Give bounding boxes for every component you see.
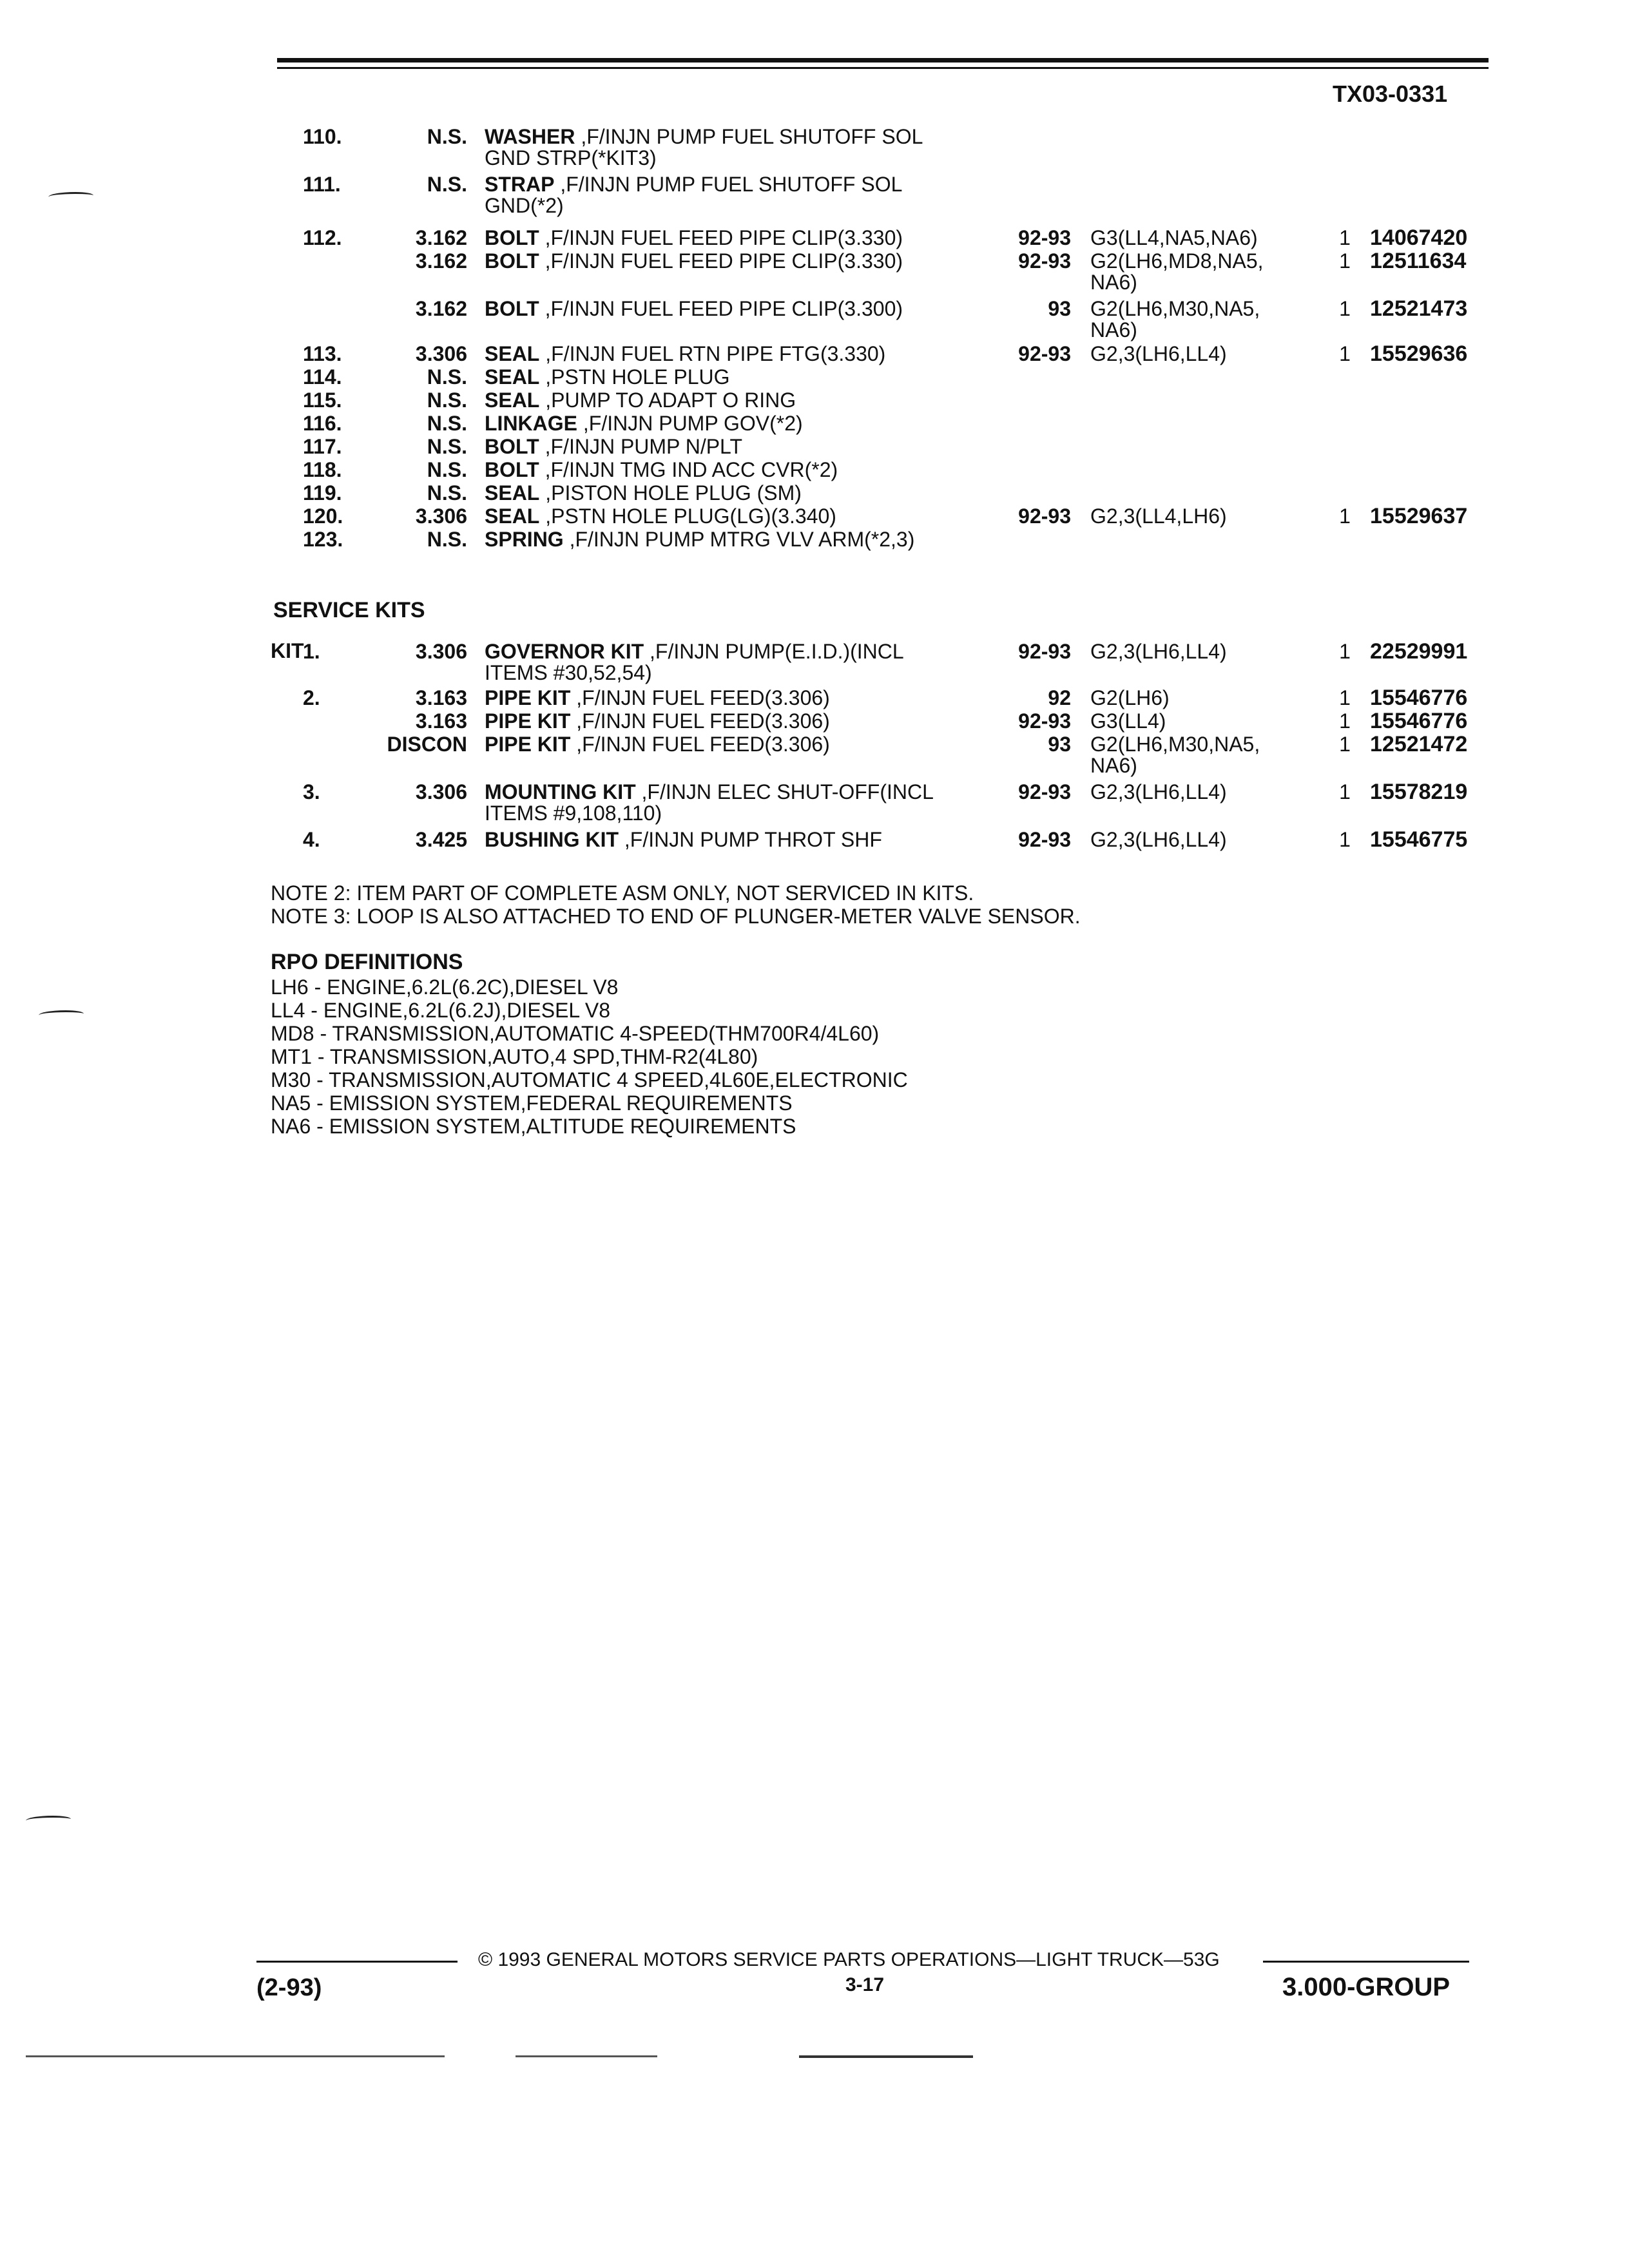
item-number: 3. xyxy=(303,780,320,803)
part-detail: ,F/INJN PUMP N/PLT xyxy=(539,435,743,458)
model-years: 92-93 xyxy=(1018,780,1071,803)
part-detail: ,F/INJN FUEL FEED(3.306) xyxy=(570,686,830,709)
part-number: 12521473 xyxy=(1370,296,1468,321)
footer-rule-left xyxy=(256,1961,458,1963)
margin-mark xyxy=(48,192,93,200)
part-name: BOLT xyxy=(485,226,539,249)
quantity: 1 xyxy=(1339,342,1351,365)
part-name: BOLT xyxy=(485,458,539,481)
part-number: 15529637 xyxy=(1370,504,1468,528)
section-code: N.S. xyxy=(427,412,467,435)
part-name: PIPE KIT xyxy=(485,709,571,733)
description-continuation: GND STRP(*KIT3) xyxy=(485,146,657,169)
part-description xyxy=(485,172,902,197)
part-detail: ,PSTN HOLE PLUG(LG)(3.340) xyxy=(539,505,836,528)
part-name: STRAP xyxy=(485,173,555,196)
rpo-line: LH6 - ENGINE,6.2L(6.2C),DIESEL V8 xyxy=(271,975,619,999)
item-number: 123. xyxy=(303,528,343,551)
description-continuation: GND(*2) xyxy=(485,194,564,217)
part-description xyxy=(485,341,885,366)
rpo-line: NA5 - EMISSION SYSTEM,FEDERAL REQUIREMENTS xyxy=(271,1091,793,1115)
section-code: 3.306 xyxy=(415,780,467,803)
part-description xyxy=(485,709,830,733)
usage-code: G2(LH6,MD8,NA5, xyxy=(1090,249,1264,273)
part-detail: ,F/INJN PUMP(E.I.D.)(INCL xyxy=(644,640,904,663)
section-code: N.S. xyxy=(427,389,467,412)
part-detail: ,PSTN HOLE PLUG xyxy=(539,365,730,389)
quantity: 1 xyxy=(1339,686,1351,709)
part-number: 15546776 xyxy=(1370,709,1468,733)
part-name: BOLT xyxy=(485,249,539,273)
rpo-line: MD8 - TRANSMISSION,AUTOMATIC 4-SPEED(THM700R4/4L60) xyxy=(271,1022,880,1045)
part-number: 15546776 xyxy=(1370,686,1468,710)
bottom-scan-line xyxy=(26,2055,445,2057)
usage-code: G3(LL4) xyxy=(1090,709,1166,733)
page-number: 3-17 xyxy=(845,1974,885,1995)
part-description xyxy=(485,686,830,710)
part-detail: ,F/INJN FUEL RTN PIPE FTG(3.330) xyxy=(539,342,886,365)
top-rule xyxy=(277,58,1489,62)
quantity: 1 xyxy=(1339,297,1351,320)
part-description xyxy=(485,639,904,664)
model-years: 92-93 xyxy=(1018,342,1071,365)
part-description xyxy=(485,481,802,505)
model-years: 92-93 xyxy=(1018,505,1071,528)
quantity: 1 xyxy=(1339,505,1351,528)
section-code: 3.163 xyxy=(415,709,467,733)
part-number: 12511634 xyxy=(1370,249,1467,273)
model-years: 92 xyxy=(1048,686,1071,709)
usage-continuation: NA6) xyxy=(1090,318,1137,341)
section-code: 3.162 xyxy=(415,249,467,273)
item-number: 113. xyxy=(303,342,342,365)
item-number: 114. xyxy=(303,365,342,389)
quantity: 1 xyxy=(1339,226,1351,249)
part-name: SEAL xyxy=(485,481,540,505)
part-name: BUSHING KIT xyxy=(485,828,619,851)
section-code: DISCON xyxy=(387,733,467,756)
margin-mark xyxy=(26,1816,71,1824)
margin-mark xyxy=(39,1010,84,1019)
usage-continuation: NA6) xyxy=(1090,754,1137,777)
group-label: 3.000-GROUP xyxy=(1282,1973,1451,2001)
top-rule-thin xyxy=(277,67,1489,69)
item-number: 111. xyxy=(303,173,341,196)
part-description xyxy=(485,434,742,459)
item-number: 112. xyxy=(303,226,342,249)
section-code: 3.162 xyxy=(415,226,467,249)
usage-code: G2(LH6,M30,NA5, xyxy=(1090,297,1260,320)
part-detail: ,PUMP TO ADAPT O RING xyxy=(539,389,796,412)
section-code: 3.306 xyxy=(415,342,467,365)
part-detail: ,F/INJN FUEL FEED PIPE CLIP(3.330) xyxy=(539,226,903,249)
item-number: 119. xyxy=(303,481,342,505)
part-description xyxy=(485,296,903,321)
usage-code: G2,3(LH6,LL4) xyxy=(1090,828,1227,851)
model-years: 93 xyxy=(1048,297,1071,320)
rpo-line: MT1 - TRANSMISSION,AUTO,4 SPD,THM-R2(4L80) xyxy=(271,1045,758,1068)
part-name: SPRING xyxy=(485,528,564,551)
part-description xyxy=(485,732,830,756)
quantity: 1 xyxy=(1339,828,1351,851)
item-number: 118. xyxy=(303,458,342,481)
part-detail: ,F/INJN PUMP FUEL SHUTOFF SOL xyxy=(554,173,903,196)
part-description xyxy=(485,388,796,412)
part-number: 15578219 xyxy=(1370,780,1468,804)
reference-code: TX03-0331 xyxy=(1333,81,1448,107)
part-name: MOUNTING KIT xyxy=(485,780,636,803)
part-name: GOVERNOR KIT xyxy=(485,640,644,663)
part-detail: ,F/INJN ELEC SHUT-OFF(INCL xyxy=(635,780,934,803)
section-code: N.S. xyxy=(427,435,467,458)
usage-code: G2(LH6) xyxy=(1090,686,1170,709)
model-years: 92-93 xyxy=(1018,709,1071,733)
copyright-line: © 1993 GENERAL MOTORS SERVICE PARTS OPERATIONS—LIGHT TRUCK—53G xyxy=(478,1949,1220,1970)
service-kits-heading: SERVICE KITS xyxy=(273,598,425,622)
quantity: 1 xyxy=(1339,640,1351,663)
part-detail: ,F/INJN PUMP GOV(*2) xyxy=(577,412,803,435)
model-years: 92-93 xyxy=(1018,226,1071,249)
quantity: 1 xyxy=(1339,733,1351,756)
part-number: 14067420 xyxy=(1370,226,1468,250)
part-detail: ,F/INJN FUEL FEED(3.306) xyxy=(570,709,830,733)
part-name: LINKAGE xyxy=(485,412,577,435)
part-number: 15529636 xyxy=(1370,341,1468,366)
bottom-scan-line xyxy=(516,2055,657,2057)
part-name: SEAL xyxy=(485,342,540,365)
part-number: 15546775 xyxy=(1370,827,1468,852)
part-detail: ,F/INJN TMG IND ACC CVR(*2) xyxy=(539,458,838,481)
part-detail: ,F/INJN FUEL FEED PIPE CLIP(3.300) xyxy=(539,297,903,320)
usage-code: G2,3(LL4,LH6) xyxy=(1090,505,1227,528)
part-name: SEAL xyxy=(485,365,540,389)
usage-code: G2(LH6,M30,NA5, xyxy=(1090,733,1260,756)
usage-code: G2,3(LH6,LL4) xyxy=(1090,640,1227,663)
part-detail: ,F/INJN PUMP THROT SHF xyxy=(619,828,882,851)
section-code: 3.163 xyxy=(415,686,467,709)
part-description xyxy=(485,249,903,273)
part-name: PIPE KIT xyxy=(485,686,571,709)
item-number: 117. xyxy=(303,435,342,458)
description-continuation: ITEMS #9,108,110) xyxy=(485,802,662,825)
kit-label: KIT xyxy=(271,639,304,662)
footer-rule-right xyxy=(1263,1961,1469,1963)
section-code: N.S. xyxy=(427,173,467,196)
model-years: 93 xyxy=(1048,733,1071,756)
rpo-line: M30 - TRANSMISSION,AUTOMATIC 4 SPEED,4L60E,ELECTRONIC xyxy=(271,1068,908,1091)
item-number: 4. xyxy=(303,828,320,851)
part-name: PIPE KIT xyxy=(485,733,571,756)
part-description xyxy=(485,504,836,528)
part-detail: ,F/INJN PUMP MTRG VLV ARM(*2,3) xyxy=(563,528,915,551)
part-description xyxy=(485,411,803,436)
usage-continuation: NA6) xyxy=(1090,271,1137,294)
item-number: 1. xyxy=(303,640,320,663)
usage-code: G2,3(LH6,LL4) xyxy=(1090,342,1227,365)
part-description xyxy=(485,457,838,482)
section-code: 3.162 xyxy=(415,297,467,320)
part-name: BOLT xyxy=(485,435,539,458)
part-description xyxy=(485,365,730,389)
model-years: 92-93 xyxy=(1018,828,1071,851)
model-years: 92-93 xyxy=(1018,640,1071,663)
quantity: 1 xyxy=(1339,249,1351,273)
part-detail: ,F/INJN FUEL FEED(3.306) xyxy=(570,733,830,756)
quantity: 1 xyxy=(1339,709,1351,733)
part-name: BOLT xyxy=(485,297,539,320)
part-description xyxy=(485,226,903,250)
note-3: NOTE 3: LOOP IS ALSO ATTACHED TO END OF PLUNGER-METER VALVE SENSOR. xyxy=(271,905,1081,928)
usage-code: G2,3(LH6,LL4) xyxy=(1090,780,1227,803)
section-code: 3.306 xyxy=(415,505,467,528)
bottom-scan-line xyxy=(799,2055,973,2058)
rpo-line: LL4 - ENGINE,6.2L(6.2J),DIESEL V8 xyxy=(271,999,611,1022)
description-continuation: ITEMS #30,52,54) xyxy=(485,661,652,684)
item-number: 116. xyxy=(303,412,342,435)
part-name: WASHER xyxy=(485,125,575,148)
section-code: 3.425 xyxy=(415,828,467,851)
model-years: 92-93 xyxy=(1018,249,1071,273)
part-name: SEAL xyxy=(485,505,540,528)
part-detail: ,F/INJN PUMP FUEL SHUTOFF SOL xyxy=(575,125,923,148)
part-description xyxy=(485,527,914,552)
section-code: N.S. xyxy=(427,125,467,148)
item-number: 115. xyxy=(303,389,342,412)
rpo-line: NA6 - EMISSION SYSTEM,ALTITUDE REQUIREMENTS xyxy=(271,1115,796,1138)
part-number: 22529991 xyxy=(1370,639,1468,664)
part-number: 12521472 xyxy=(1370,732,1468,756)
rpo-heading: RPO DEFINITIONS xyxy=(271,950,463,974)
section-code: N.S. xyxy=(427,458,467,481)
section-code: N.S. xyxy=(427,365,467,389)
note-2: NOTE 2: ITEM PART OF COMPLETE ASM ONLY, NOT SERVICED IN KITS. xyxy=(271,881,974,905)
item-number: 110. xyxy=(303,125,342,148)
section-code: N.S. xyxy=(427,528,467,551)
quantity: 1 xyxy=(1339,780,1351,803)
item-number: 2. xyxy=(303,686,320,709)
part-description xyxy=(485,124,923,149)
item-number: 120. xyxy=(303,505,343,528)
part-description xyxy=(485,780,934,804)
part-name: SEAL xyxy=(485,389,540,412)
section-code: N.S. xyxy=(427,481,467,505)
usage-code: G3(LL4,NA5,NA6) xyxy=(1090,226,1258,249)
footer-date: (2-93) xyxy=(256,1974,322,2001)
section-code: 3.306 xyxy=(415,640,467,663)
part-detail: ,PISTON HOLE PLUG (SM) xyxy=(539,481,802,505)
part-description xyxy=(485,827,882,852)
part-detail: ,F/INJN FUEL FEED PIPE CLIP(3.330) xyxy=(539,249,903,273)
